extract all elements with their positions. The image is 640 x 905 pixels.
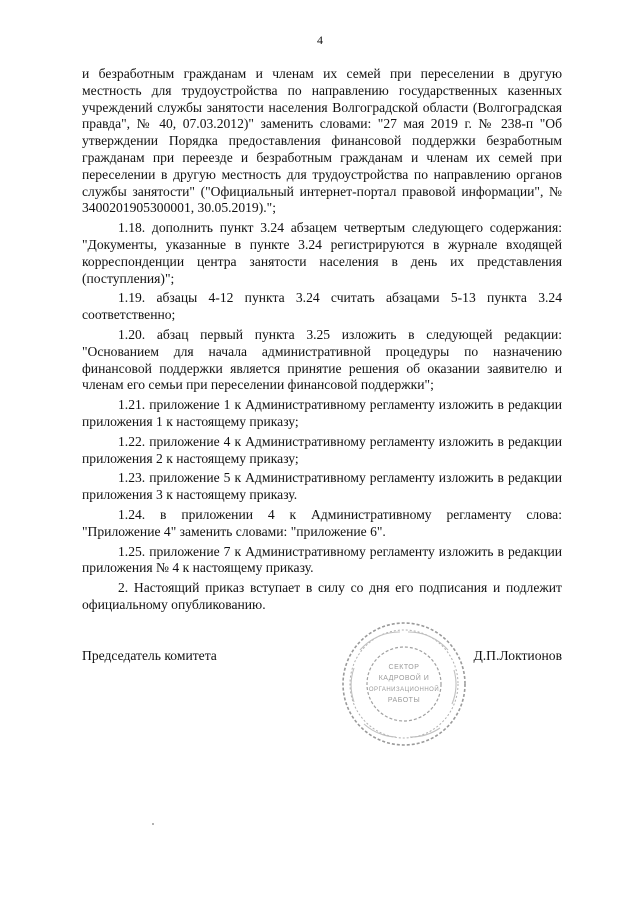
paragraph-1-24: 1.24. в приложении 4 к Административному регламенту слова: "Приложение 4" заменить словами: "приложение 6". bbox=[82, 506, 562, 539]
scan-speck bbox=[152, 823, 154, 825]
signatory-name: Д.П.Локтионов bbox=[473, 648, 562, 663]
paragraph-1-25: 1.25. приложение 7 к Административному регламенту изложить в редакции приложения № 4 к настоящему приказу. bbox=[82, 543, 562, 576]
stamp-line-2: КАДРОВОЙ И bbox=[378, 675, 430, 682]
stamp-line-1: СЕКТОР bbox=[388, 664, 420, 671]
stamp-line-4: РАБОТЫ bbox=[387, 697, 421, 704]
paragraph-1-22: 1.22. приложение 4 к Административному регламенту изложить в редакции приложения 2 к настоящему приказу; bbox=[82, 433, 562, 466]
official-stamp bbox=[340, 620, 468, 748]
paragraph-1-19: 1.19. абзацы 4-12 пункта 3.24 считать абзацами 5-13 пункта 3.24 соответственно; bbox=[82, 290, 562, 323]
stamp-line-3: ОРГАНИЗАЦИОННОЙ bbox=[368, 687, 440, 693]
paragraph-continuation: и безработным гражданам и членам их семей при переселении в другую местность для трудоустройства по направлению государственных казенных учреждений службы занятости населения Волгоградской области (Волгоградская правда", № 40, 07.03.2012)" заменить словами: "27 мая 2019 г. № 238-п "Об утверждении Порядка предоставления финансовой поддержки безработным гражданам при переезде и безработным гражданам и членам их семей при переселении в другую местность для трудоустройства по направлению органов службы занятости" ("Официальный интернет-портал правовой информации", № 3400201905300001, 30.05.2019)."; bbox=[82, 66, 562, 216]
paragraph-1-18: 1.18. дополнить пункт 3.24 абзацем четвертым следующего содержания: "Документы, указанные в пункте 3.24 регистрируются в журнале входящей корреспонденции центра занятости населения в день их представления (поступления)"; bbox=[82, 220, 562, 286]
page-number: 4 bbox=[317, 33, 323, 47]
paragraph-1-20: 1.20. абзац первый пункта 3.25 изложить в следующей редакции: "Основанием для начала административной процедуры по назначению финансовой поддержки является принятие решения об оказании заявителю и членам его семьи при переселении финансовой поддержки"; bbox=[82, 326, 562, 393]
signatory-title: Председатель комитета bbox=[82, 648, 217, 663]
paragraph-1-21: 1.21. приложение 1 к Административному регламенту изложить в редакции приложения 1 к настоящему приказу; bbox=[82, 397, 562, 429]
document-body bbox=[82, 66, 562, 617]
paragraph-1-23: 1.23. приложение 5 к Административному регламенту изложить в редакции приложения 3 к настоящему приказу. bbox=[82, 470, 562, 503]
paragraph-2: 2. Настоящий приказ вступает в силу со дня его подписания и подлежит официальному опубликованию. bbox=[82, 580, 562, 612]
